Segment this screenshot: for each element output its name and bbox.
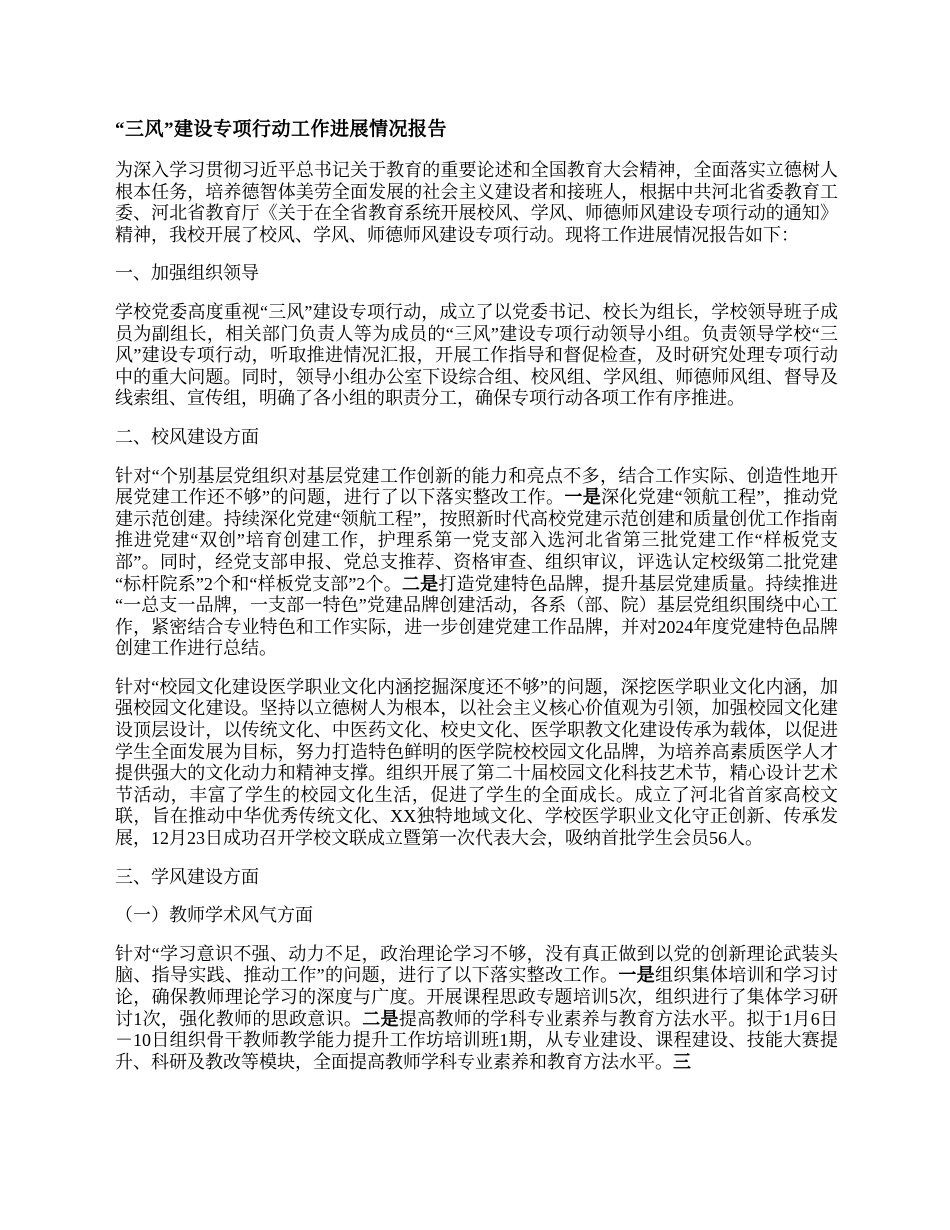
text-run: 针对“个别基层党组织对基层党建工作创新的能力和亮点不多，结合工作实际、创造性地开展党建工作还不够”的问题，进行了以下落实整改工作。 bbox=[115, 465, 838, 508]
text-run: 针对“校园文化建设医学职业文化内涵挖掘深度还不够”的问题，深挖医学职业文化内涵，加强校园文化建设。坚持以立德树人为根本，以社会主义核心价值观为引领，加强校园文化建设顶层设计，以传统文化、中医药文化、校史文化、医学职教文化建设传承为载体，以促进学生全面发展为目标，努力打造特色鲜明的医学院校校园文化品牌，为培养高素质医学人才提供强大的文化动力和精神支撑。组织开展了第二十届校园文化科技艺术节，精心设计艺术节活动，丰富了学生的校园文化生活，促进了学生的全面成长。成立了河北省首家高校文联，旨在推动中华优秀传统文化、XX独特地域文化、学校医学职业文化守正创新、传承发展，12月23日成功召开学校文联成立暨第一次代表大会，吸纳首批学生会员56人。 bbox=[115, 676, 838, 849]
text-run: 提高教师的学科专业素养与教育方法水平。拟于1月6日－10日组织骨干教师教学能力提升工作坊培训班1期，从专业建设、课程建设、技能大赛提升、科研及教改等模块，全面提高教师学科专业素养和教育方法水平。 bbox=[115, 1008, 839, 1072]
paragraph bbox=[115, 677, 838, 850]
text-run: 为深入学习贯彻习近平总书记关于教育的重要论述和全国教育大会精神，全面落实立德树人根本任务，培养德智体美劳全面发展的社会主义建设者和接班人，根据中共河北省委教育工委、河北省教育厅《关于在全省教育系统开展校风、学风、师德师风建设专项行动的通知》精神，我校开展了校风、学风、师德师风建设专项行动。现将工作进展情况报告如下： bbox=[115, 160, 838, 245]
emphasis-run: 二是 bbox=[401, 573, 439, 594]
paragraph bbox=[115, 160, 838, 246]
text-run: 组织集体培训和学习讨论，确保教师理论学习的深度与广度。开展课程思政专题培训5次，组织进行了集体学习研讨1次，强化教师的思政意识。 bbox=[115, 965, 838, 1029]
paragraph bbox=[115, 466, 838, 660]
emphasis-run: 一是 bbox=[564, 487, 602, 508]
text-run: 二、校风建设方面 bbox=[115, 426, 259, 447]
text-run: 三、学风建设方面 bbox=[115, 866, 259, 887]
section-heading bbox=[115, 427, 838, 449]
emphasis-run: 二是 bbox=[362, 1008, 399, 1029]
section-heading bbox=[115, 867, 838, 889]
text-run: 打造党建特色品牌，提升基层党建质量。持续推进“一总支一品牌，一支部一特色”党建品牌创建活动，各系（部、院）基层党组织围绕中心工作，紧密结合专业特色和工作实际，进一步创建党建工作品牌，并对2024年度党建特色品牌创建工作进行总结。 bbox=[115, 573, 839, 659]
emphasis-run: 三 bbox=[673, 1051, 691, 1072]
emphasis-run: 一是 bbox=[618, 965, 655, 986]
text-run: 针对“学习意识不强、动力不足，政治理论学习不够，没有真正做到以党的创新理论武装头脑、指导实践、推动工作”的问题，进行了以下落实整改工作。 bbox=[115, 943, 838, 986]
text-run: 深化党建“领航工程”，推动党建示范创建。持续深化党建“领航工程”，按照新时代高校党建示范创建和质量创优工作指南推进党建“双创”培育创建工作，护理系第一党支部入选河北省第三批党建工作“样板党支部”。同时，经党支部申报、党总支推荐、资格审查、组织审议，评选认定校级第二批党建“标杆院系”2个和“样板党支部”2个。 bbox=[115, 487, 838, 594]
section-heading bbox=[115, 263, 838, 285]
page-title: “三风”建设专项行动工作进展情况报告 bbox=[115, 119, 448, 140]
text-run: （一）教师学术风气方面 bbox=[115, 905, 313, 926]
paragraph bbox=[115, 944, 838, 1074]
text-run: 学校党委高度重视“三风”建设专项行动，成立了以党委书记、校长为组长，学校领导班子成员为副组长，相关部门负责人等为成员的“三风”建设专项行动领导小组。负责领导学校“三风”建设专项行动，听取推进情况汇报，开展工作指导和督促检查，及时研究处理专项行动中的重大问题。同时，领导小组办公室下设综合组、校风组、学风组、师德师风组、督导及线索组、宣传组，明确了各小组的职责分工，确保专项行动各项工作有序推进。 bbox=[115, 301, 838, 409]
document-body bbox=[115, 160, 838, 1073]
section-heading bbox=[115, 905, 838, 927]
paragraph bbox=[115, 302, 838, 410]
text-run: 一、加强组织领导 bbox=[115, 263, 259, 284]
